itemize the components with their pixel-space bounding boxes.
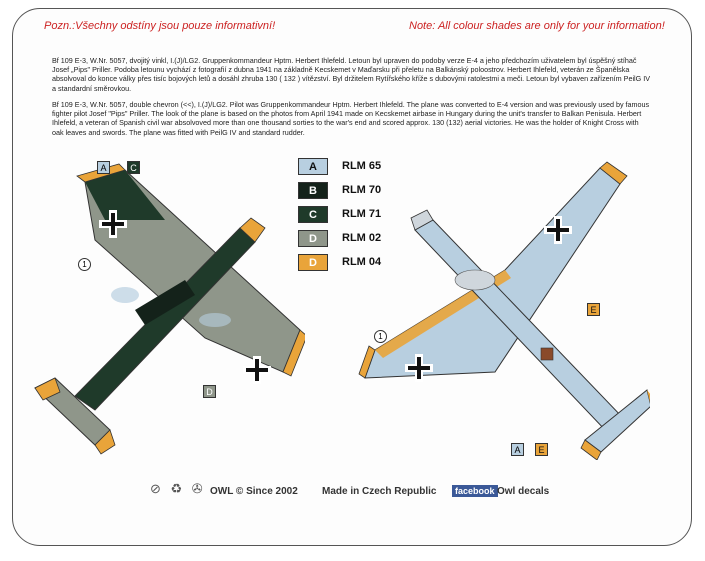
stencil-marking xyxy=(541,348,553,360)
facebook-badge[interactable] xyxy=(452,486,498,497)
legend-label: RLM 04 xyxy=(342,256,382,268)
callout-a-top: A xyxy=(97,161,110,174)
swatch-d-yellow: D xyxy=(298,254,328,271)
callout-d-top: D xyxy=(203,385,216,398)
owl-copyright: OWL © Since 2002 xyxy=(210,486,298,497)
callout-e-right: E xyxy=(587,303,600,316)
legend-label: RLM 02 xyxy=(342,232,382,244)
callout-c-top: C xyxy=(127,161,140,174)
note-czech: Pozn.:Všechny odstíny jsou pouze informativní! xyxy=(44,20,276,32)
callout-e-bottom: E xyxy=(535,443,548,456)
legend-label: RLM 65 xyxy=(342,160,382,172)
recycling-icons: ⊘ ♻ ✇ xyxy=(150,481,206,496)
note-english: Note: All colour shades are only for your information! xyxy=(409,20,665,32)
swatch-b: B xyxy=(298,182,328,199)
facebook-label: facebook xyxy=(452,485,498,497)
bottom-view-aircraft xyxy=(355,160,650,460)
made-in: Made in Czech Republic xyxy=(322,486,437,497)
swatch-d-grey: D xyxy=(298,230,328,247)
swatch-c: C xyxy=(298,206,328,223)
callout-1-top: 1 xyxy=(78,258,91,271)
description-czech: Bf 109 E-3, W.Nr. 5057, dvojitý vinkl, I.(J)/LG2. Gruppenkommandeur Hptm. Herbert Ihlefeld. Letoun byl upraven do podoby verze E-4 a jeho předchozím uživatelem byl úspěšný stíhač Josef „Pips" Priller. Podoba letounu vychází z fotografií z dubna 1941 na základně Kecskemet v Maďarsku při přeletu na Balkánský poloostrov. Herbert Ihlefeld, veterán ze Španělska absolvoval do konce války přes tisíc bojových letů a dosáhl zhruba 130 ( 132 ) vítězství. Byl držitelem Rytířského kříže s dubovými ratolestmi a meči. Letoun byl vybaven zařízením PeilG IV a standardní směrovkou. xyxy=(52,56,651,93)
callout-a-bottom: A xyxy=(511,443,524,456)
bottom-wing xyxy=(365,168,620,378)
swatch-a: A xyxy=(298,158,328,175)
callout-1-bottom: 1 xyxy=(374,330,387,343)
legend-label: RLM 71 xyxy=(342,208,382,220)
top-view-aircraft xyxy=(15,160,305,470)
owl-decals: Owl decals xyxy=(497,486,550,497)
legend-label: RLM 70 xyxy=(342,184,382,196)
description-english: Bf 109 E-3, W.Nr. 5057, double chevron (<<), I.(J)/LG2. Pilot was Gruppenkommandeur Hptm. Herbert Ihlefeld. The plane was converted to E-4 version and was previously used by famous fighter pilot Josef "Pips" Priller. The look of the plane is based on the photos from April 1941 made on Kecskemet airbase in Hungary during the unit's transfer to Balkan Penisula. Herbert Ihlefeld, a veteran of Spanish civil war absolvoved more than one thousand sorties to the war's end and scored approx. 130 (132) aerial victories. He was the holder of Knight Cross with oak leaves and swords. The plane was fitted with PeilG IV and standard rudder. xyxy=(52,100,650,137)
